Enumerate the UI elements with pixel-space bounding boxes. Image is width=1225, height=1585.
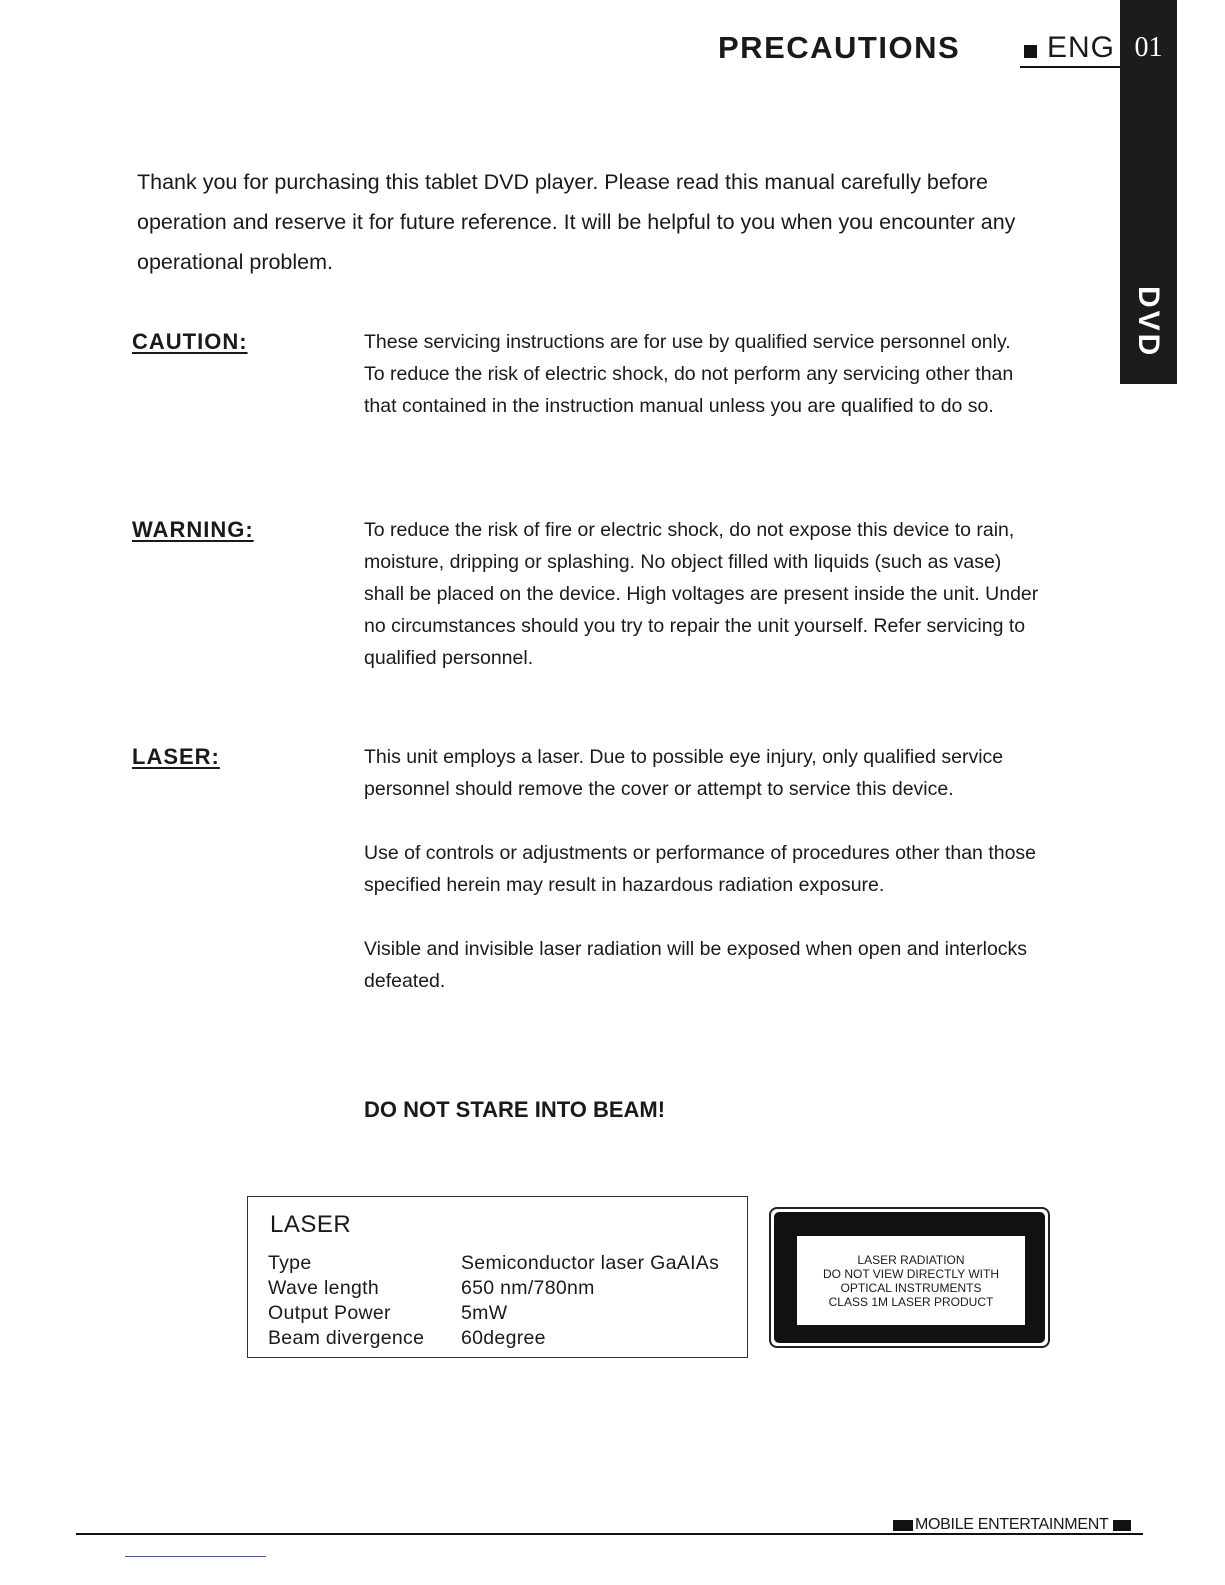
label-line: DO NOT VIEW DIRECTLY WITH: [822, 1266, 999, 1281]
spec-value: Semiconductor laser GaAIAs: [461, 1252, 720, 1274]
spec-key: Output Power: [268, 1302, 391, 1324]
spec-row: [268, 1251, 719, 1276]
square-bullet-icon: [1113, 1520, 1131, 1531]
square-bullet-icon: [893, 1520, 913, 1531]
laser-paragraph: Use of controls or adjustments or performance of procedures other than those specified herein may result in hazardous radiation exposure.: [364, 842, 1037, 896]
laser-warning-label: [769, 1207, 1050, 1348]
spec-value: 60degree: [461, 1327, 546, 1349]
warning-body: [364, 514, 1044, 674]
laser-warning-label-plate: [797, 1236, 1025, 1325]
warning-text: To reduce the risk of fire or electric shock, do not expose this device to rain, moisture, dripping or splashing. No object filled with liquids (such as vase) shall be placed on the device. High voltages are present inside the unit. Under no circumstances should you try to repair the unit yourself. Refer servicing to qualified personnel.: [364, 519, 1039, 669]
laser-spec-rows: [268, 1251, 719, 1351]
label-line: LASER RADIATION: [857, 1252, 965, 1267]
intro-paragraph: Thank you for purchasing this tablet DVD player. Please read this manual carefully before operation and reserve it for future reference. It will be helpful to you when you encounter any operational problem.: [137, 170, 1016, 274]
side-tab-label: DVD: [1132, 285, 1165, 359]
caution-body: [364, 326, 1024, 422]
warning-heading: WARNING:: [132, 517, 254, 542]
label-line: OPTICAL INSTRUMENTS: [840, 1280, 982, 1295]
language-label: ENG: [1047, 31, 1116, 64]
spec-value: 650 nm/780nm: [461, 1277, 595, 1299]
spec-row: [268, 1326, 719, 1351]
footer-brand: [893, 1516, 1131, 1534]
caution-text: These servicing instructions are for use by qualified service personnel only. To reduce the risk of electric shock, do not perform any servicing other than that contained in the instruction manual unless you are qualified to do so.: [364, 331, 1014, 417]
page-title: PRECAUTIONS: [718, 30, 961, 65]
footer-rule: [76, 1533, 1143, 1535]
laser-heading: LASER:: [132, 744, 220, 769]
footer-brand-text: MOBILE ENTERTAINMENT: [915, 1516, 1109, 1533]
page-number: 01: [1134, 32, 1163, 63]
caution-heading: CAUTION:: [132, 329, 248, 354]
laser-paragraph: Visible and invisible laser radiation will be exposed when open and interlocks defeated.: [364, 938, 1028, 992]
footer-accent-rule: [125, 1556, 266, 1557]
beam-warning: DO NOT STARE INTO BEAM!: [364, 1097, 666, 1122]
laser-spec-box: [247, 1196, 748, 1358]
spec-key: Wave length: [268, 1277, 379, 1299]
label-line: CLASS 1M LASER PRODUCT: [828, 1294, 994, 1309]
laser-body: [364, 741, 1039, 997]
laser-warning-label-frame: [774, 1212, 1045, 1343]
square-bullet-icon: [1024, 45, 1037, 58]
spec-key: Beam divergence: [268, 1327, 425, 1349]
spec-row: [268, 1276, 719, 1301]
spec-key: Type: [268, 1252, 312, 1274]
language-indicator: [1020, 30, 1121, 68]
laser-paragraph: This unit employs a laser. Due to possible eye injury, only qualified service personnel should remove the cover or attempt to service this device.: [364, 746, 1004, 800]
laser-spec-title: LASER: [270, 1211, 352, 1238]
spec-value: 5mW: [461, 1302, 508, 1324]
spec-row: [268, 1301, 719, 1326]
